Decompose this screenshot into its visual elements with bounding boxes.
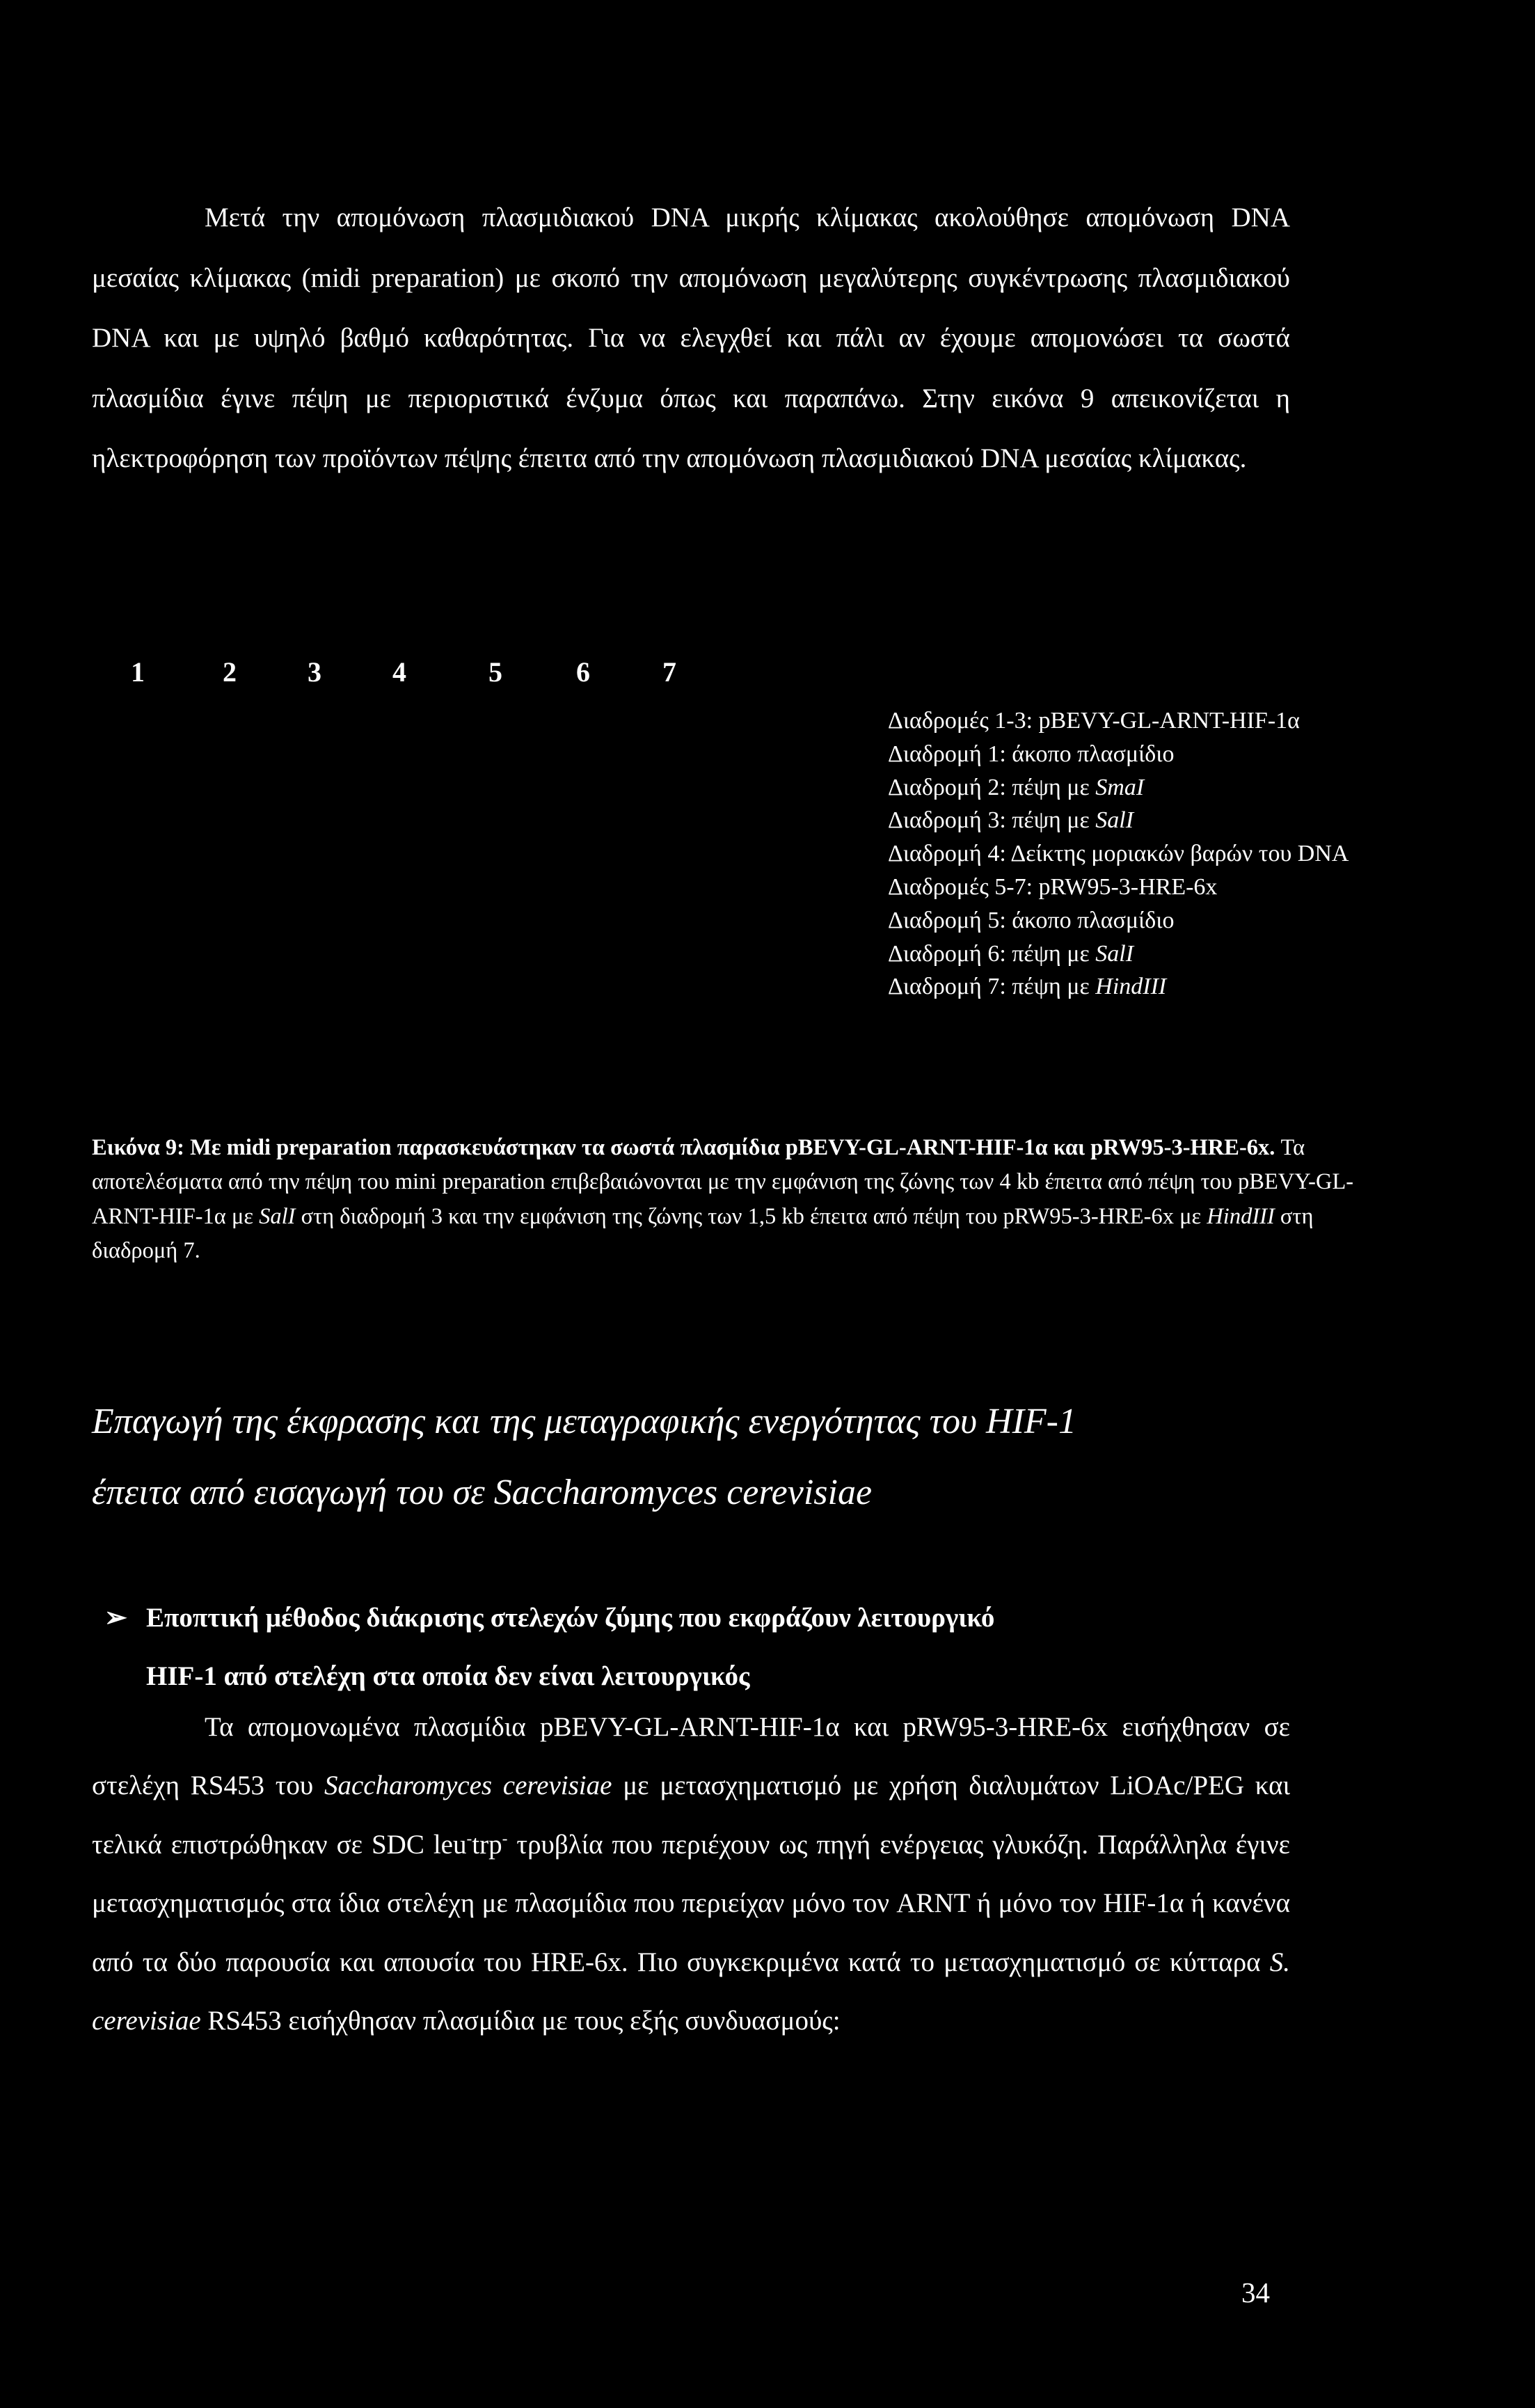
lane-number: 4 [392, 656, 406, 688]
lane-number: 1 [131, 656, 145, 688]
legend-line: Διαδρομές 5-7: pRW95-3-HRE-6x [888, 873, 1218, 900]
lane-number: 2 [223, 656, 237, 688]
legend-line: Διαδρομή 1: άκοπο πλασμίδιο [888, 740, 1175, 767]
legend-line: Διαδρομή 6: πέψη με SalI [888, 940, 1134, 967]
body-paragraph: Τα απομονωμένα πλασμίδια pBEVY-GL-ARNT-HIF-1α και pRW95-3-HRE-6x εισήχθησαν σε στελέχη RS453 του Saccharomyces cerevisiae με μετασχηματισμό με χρήση διαλυμάτων LiOAc/PEG και τελικά επιστρώθηκαν σε SDC leu-trp- τρυβλία που περιέχουν ως πηγή ενέργειας γλυκόζη. Παράλληλα έγινε μετασχηματισμός στα ίδια στελέχη με πλασμίδια που περιείχαν μόνο τον ARNT ή μόνο τον HIF-1α ή κανένα από τα δύο παρουσία και απουσία του HRE-6x. Πιο συγκεκριμένα κατά το μετασχηματισμό σε κύτταρα S. cerevisiae RS453 εισήχθησαν πλασμίδια με τους εξής συνδυασμούς: [92, 1712, 1290, 2036]
lane-number: 6 [576, 656, 590, 688]
subheading: ➢ Εποπτική μέθοδος διάκρισης στελεχών ζύμης που εκφράζουν λειτουργικό HIF-1 από στελέχη στα οποία δεν είναι λειτουργικός [104, 1589, 994, 1706]
legend-line: Διαδρομή 5: άκοπο πλασμίδιο [888, 907, 1175, 933]
caption-title: Εικόνα 9: Με midi preparation παρασκευάστηκαν τα σωστά πλασμίδια pBEVY-GL-ARNT-HIF-1α και pRW95-3-HRE-6x. [92, 1135, 1275, 1160]
lane-number: 3 [308, 656, 321, 688]
legend-line: Διαδρομή 4: Δείκτης μοριακών βαρών του DNA [888, 841, 1349, 867]
figure-legend [888, 704, 1349, 1004]
arrow-bullet-icon: ➢ [104, 1603, 127, 1633]
page-number: 34 [1241, 2276, 1270, 2308]
legend-line: Διαδρομή 2: πέψη με SmaI [888, 774, 1145, 800]
section-title: Επαγωγή της έκφρασης και της μεταγραφικής ενεργότητας του HIF-1 έπειτα από εισαγωγή του σε Saccharomyces cerevisiae [92, 1402, 1076, 1512]
legend-line: Διαδρομή 3: πέψη με SalI [888, 807, 1134, 834]
legend-line: Διαδρομή 7: πέψη με HindIII [888, 974, 1167, 1000]
lane-number: 5 [488, 656, 502, 688]
lane-number: 7 [662, 656, 676, 688]
intro-paragraph [92, 188, 1290, 489]
legend-line: Διαδρομές 1-3: pBEVY-GL-ARNT-HIF-1α [888, 708, 1300, 734]
figure-caption: Εικόνα 9: Με midi preparation παρασκευάστηκαν τα σωστά πλασμίδια pBEVY-GL-ARNT-HIF-1α και pRW95-3-HRE-6x. Τα αποτελέσματα από την πέψη του mini preparation επιβεβαιώνονται με την εμφάνιση της ζώνης των 4 kb έπειτα από πέψη του pBEVY-GL-ARNT-HIF-1α με SalI στη διαδρομή 3 και την εμφάνιση της ζώνης των 1,5 kb έπειτα από πέψη του pRW95-3-HRE-6x με HindIII στη διαδρομή 7. [92, 1135, 1354, 1263]
intro-paragraph-text: Μετά την απομόνωση πλασμιδιακού DNA μικρής κλίμακας ακολούθησε απομόνωση DNA μεσαίας κλίμακας (midi preparation) με σκοπό την απομόνωση μεγαλύτερης συγκέντρωσης πλασμιδιακού DNA και με υψηλό βαθμό καθαρότητας. Για να ελεγχθεί και πάλι αν έχουμε απομονώσει τα σωστά πλασμίδια έγινε πέψη με περιοριστικά ένζυμα όπως και παραπάνω. Στην εικόνα 9 απεικονίζεται η ηλεκτροφόρηση των προϊόντων πέψης έπειτα από την απομόνωση πλασμιδιακού DNA μεσαίας κλίμακας. [92, 203, 1290, 473]
